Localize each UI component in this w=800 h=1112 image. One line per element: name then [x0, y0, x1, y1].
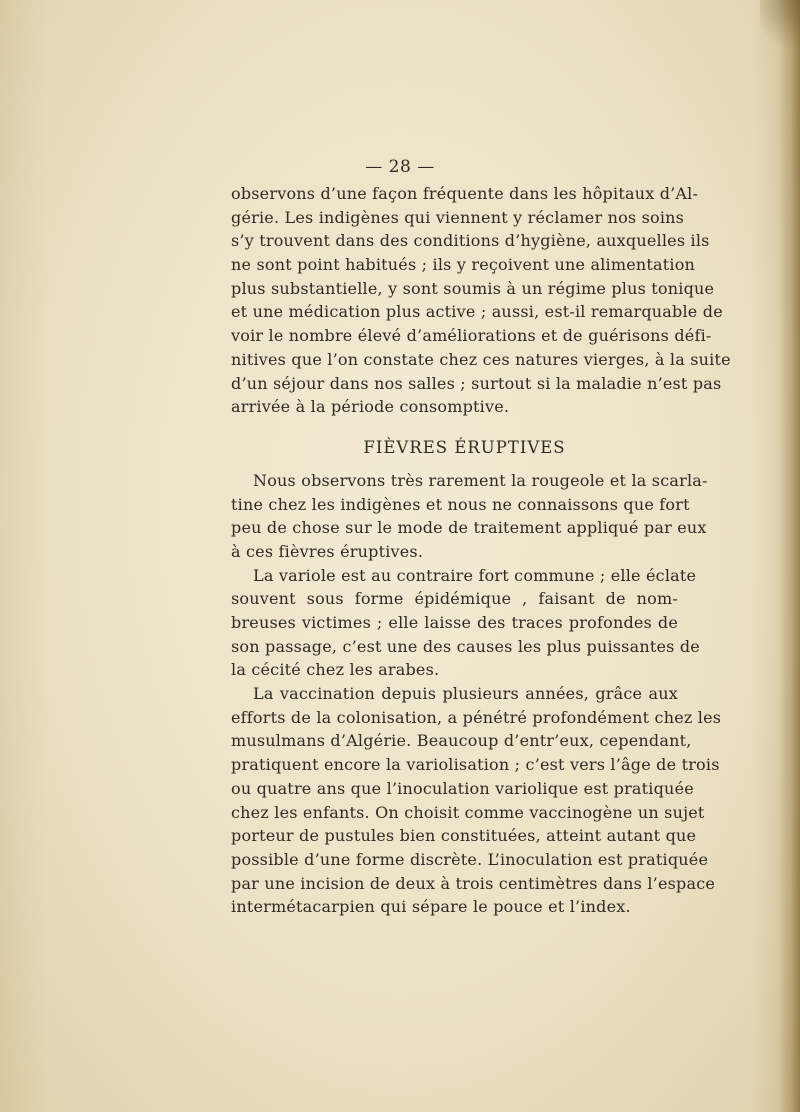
text-line: arrivée à la période consomptive. [231, 397, 510, 417]
text-line: porteur de pustules bien constituées, atteint autant que [231, 826, 697, 846]
text-line: ou quatre ans que l’inoculation variolique est pratiquée [231, 778, 694, 798]
page-corner-stain [760, 0, 800, 60]
text-line: à ces fièvres éruptives. [231, 541, 424, 561]
section-heading: FIÈVRES ÉRUPTIVES [363, 437, 566, 457]
body-text [231, 182, 731, 919]
paragraph-2 [231, 469, 708, 564]
text-line: La vaccination depuis plusieurs années, grâce aux [253, 684, 678, 704]
paragraph-3 [231, 564, 700, 682]
text-line: son passage, c’est une des causes les plus puissantes de [231, 636, 700, 656]
text-line: possible d’une forme discrète. L’inoculation est pratiquée [231, 849, 709, 869]
text-line: la cécité chez les arabes. [231, 660, 440, 680]
text-line: musulmans d’Algérie. Beaucoup d’entr’eux, cependant, [231, 731, 692, 751]
text-line: nitives que l’on constate chez ces natures vierges, à la suite [231, 349, 731, 369]
paragraph-1 [231, 182, 731, 419]
text-line: d’un séjour dans nos salles ; surtout si la maladie n’est pas [231, 373, 722, 393]
text-line: plus substantielle, y sont soumis à un régime plus tonique [231, 278, 715, 298]
text-line: ne sont point habitués ; ils y reçoivent une alimentation [231, 255, 696, 275]
page-number: — 28 — [365, 157, 435, 177]
text-line: efforts de la colonisation, a pénétré profondément chez les [231, 707, 722, 727]
text-line: tine chez les indigènes et nous ne connaissons que fort [231, 494, 690, 514]
text-line: s’y trouvent dans des conditions d’hygiène, auxquelles ils [231, 231, 710, 251]
text-line: breuses victimes ; elle laisse des traces profondes de [231, 613, 678, 632]
text-line: et une médication plus active ; aussi, est-il remarquable de [231, 302, 723, 322]
text-line: souvent sous forme épidémique , faisant de nom- [231, 589, 678, 609]
paragraph-4 [231, 682, 722, 919]
text-line: intermétacarpien qui sépare le pouce et l’index. [231, 897, 631, 917]
text-line: pratiquent encore la variolisation ; c’est vers l’âge de trois [231, 755, 720, 775]
text-line: voir le nombre élevé d’améliorations et de guérisons défi- [231, 326, 712, 346]
text-line: peu de chose sur le mode de traitement appliqué par eux [231, 518, 707, 538]
text-line: Nous observons très rarement la rougeole et la scarla- [253, 470, 708, 490]
text-line: par une incision de deux à trois centimètres dans l’espace [231, 873, 716, 893]
text-line: gérie. Les indigènes qui viennent y réclamer nos soins [231, 207, 685, 227]
text-line: chez les enfants. On choisit comme vaccinogène un sujet [231, 802, 705, 822]
text-line: observons d’une façon fréquente dans les hôpitaux d’Al- [231, 184, 699, 203]
text-line: La variole est au contraire fort commune ; elle éclate [253, 565, 697, 585]
